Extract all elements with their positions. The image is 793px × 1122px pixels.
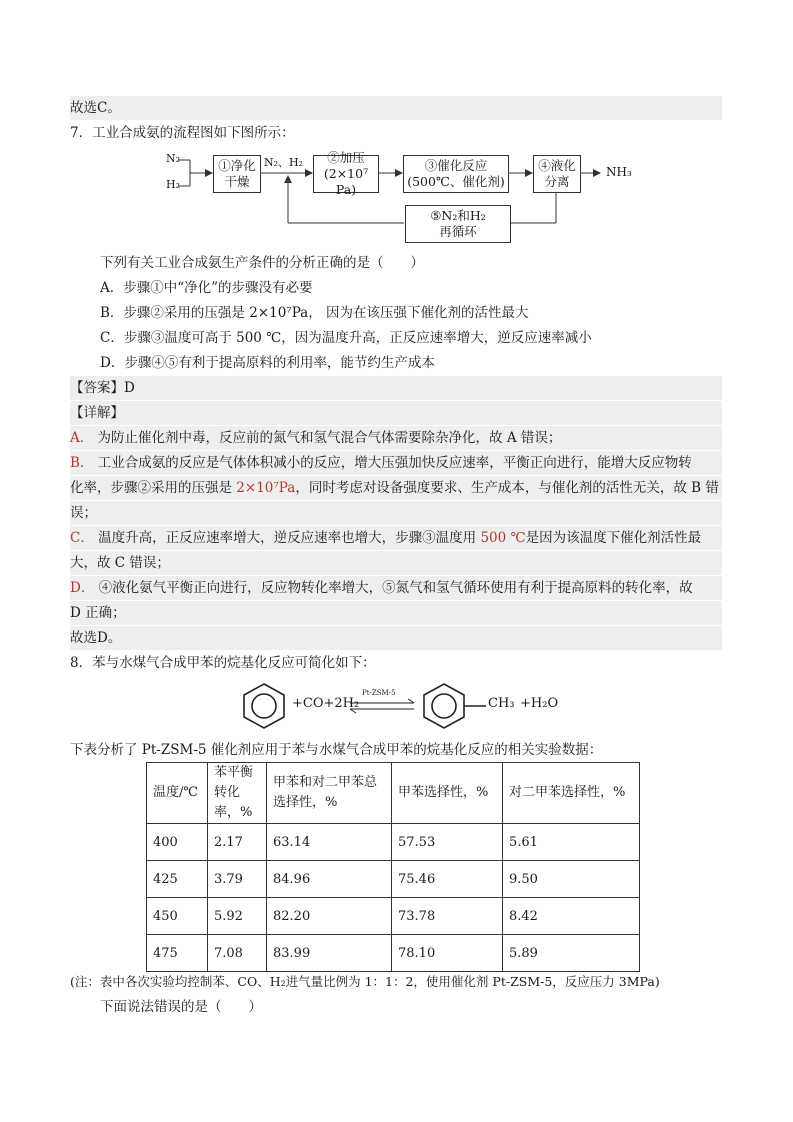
prev-answer: 故选C。 bbox=[70, 96, 722, 120]
detail-b-text2b: ，同时考虑对设备强度要求、生产成本，与催化剂的活性无关，故 B 错 bbox=[295, 480, 719, 496]
flow-box-liquefy bbox=[533, 155, 581, 193]
flow-box-catalysis-l2: (500℃、催化剂) bbox=[407, 174, 505, 189]
table-row bbox=[147, 935, 640, 972]
cell: 63.14 bbox=[267, 824, 392, 861]
cell: 475 bbox=[147, 935, 208, 972]
detail-a-tag: A． bbox=[70, 430, 94, 446]
flow-diagram bbox=[160, 148, 640, 248]
reaction-arrows bbox=[350, 699, 414, 713]
detail-a bbox=[70, 426, 722, 450]
th-total-sel: 甲苯和对二甲苯总选择性，% bbox=[267, 763, 392, 824]
benzene-ring-left bbox=[244, 684, 284, 728]
detail-b-3: 误； bbox=[70, 501, 722, 525]
detail-c-1 bbox=[70, 526, 722, 550]
reaction-structures bbox=[238, 678, 568, 734]
detail-c-tag: C． bbox=[70, 530, 94, 546]
q7-detail-label: 【详解】 bbox=[70, 401, 722, 425]
detail-d-1 bbox=[70, 576, 722, 600]
cell: 78.10 bbox=[392, 935, 503, 972]
cell: 5.92 bbox=[208, 898, 267, 935]
detail-d-text1: ④液化氨气平衡正向进行，反应物转化率增大，⑤氮气和氢气循环使用有利于提高原料的转化率，故 bbox=[94, 580, 693, 596]
flow-box-recycle-l2: 再循环 bbox=[439, 224, 477, 239]
detail-a-text: 为防止催化剂中毒，反应前的氮气和氢气混合气体需要除杂净化，故 A 错误； bbox=[93, 430, 562, 446]
detail-b-text2a: 化率，步骤②采用的压强是 bbox=[70, 480, 237, 496]
flow-box-liquefy-l1: ④液化 bbox=[538, 158, 576, 173]
cell: 57.53 bbox=[392, 824, 503, 861]
detail-c-red: 500 ℃ bbox=[480, 530, 526, 546]
flow-box-recycle bbox=[405, 205, 511, 243]
flow-box-purify-l2: 干燥 bbox=[224, 174, 250, 189]
flow-box-catalysis-l1: ③催化反应 bbox=[424, 158, 488, 173]
q7-option-b: B．步骤②采用的压强是 2×10⁷Pa， 因为在该压强下催化剂的活性最大 bbox=[100, 305, 529, 321]
flow-box-catalysis bbox=[403, 155, 509, 193]
flow-box-pressure-l1: ②加压 bbox=[327, 150, 365, 165]
detail-c-2: 大，故 C 错误； bbox=[70, 551, 722, 575]
cell: 75.46 bbox=[392, 861, 503, 898]
eq-right: +H₂O bbox=[520, 696, 559, 711]
flow-n2: N₂ bbox=[166, 152, 181, 165]
flow-box-liquefy-l2: 分离 bbox=[544, 174, 570, 189]
q7-question: 下列有关工业合成氨生产条件的分析正确的是（ ） bbox=[100, 255, 424, 271]
cell: 84.96 bbox=[267, 861, 392, 898]
eq-left: +CO+2H₂ bbox=[292, 696, 360, 711]
detail-b-red: 2×10⁷Pa bbox=[236, 480, 296, 496]
detail-b-2 bbox=[70, 476, 722, 500]
reaction-equation bbox=[238, 678, 568, 734]
th-benzene-conv: 苯平衡转化率，% bbox=[208, 763, 267, 824]
eq-catalyst: Pt-ZSM-5 bbox=[362, 689, 396, 697]
cell: 9.50 bbox=[503, 861, 640, 898]
flow-h2: H₂ bbox=[166, 178, 181, 191]
detail-d-2: D 正确； bbox=[70, 601, 722, 625]
flow-box-pressure-l2: (2×10⁷ Pa) bbox=[323, 166, 369, 197]
detail-b-tag: B． bbox=[70, 455, 94, 471]
cell: 5.89 bbox=[503, 935, 640, 972]
flow-box-recycle-l1: ⑤N₂和H₂ bbox=[430, 208, 486, 223]
flow-mid-label: N₂、H₂ bbox=[264, 156, 304, 169]
q8-table-intro: 下表分析了 Pt-ZSM-5 催化剂应用于苯与水煤气合成甲苯的烷基化反应的相关实验数据： bbox=[70, 742, 603, 758]
cell: 425 bbox=[147, 861, 208, 898]
flow-box-purify bbox=[213, 155, 261, 193]
cell: 3.79 bbox=[208, 861, 267, 898]
cell: 8.42 bbox=[503, 898, 640, 935]
flow-nh3: NH₃ bbox=[606, 165, 632, 179]
detail-c-text1b: 是因为该温度下催化剂活性最 bbox=[525, 530, 702, 546]
cell: 73.78 bbox=[392, 898, 503, 935]
detail-b-text1: 工业合成氨的反应是气体体积减小的反应，增大压强加快反应速率，平衡正向进行，能增大反应物转 bbox=[93, 455, 692, 471]
cell: 5.61 bbox=[503, 824, 640, 861]
detail-c-text1a: 温度升高，正反应速率增大，逆反应速率也增大，步骤③温度用 bbox=[93, 530, 481, 546]
flow-box-purify-l1: ①净化 bbox=[218, 158, 256, 173]
table-header-row bbox=[147, 763, 640, 824]
th-toluene-sel: 甲苯选择性，% bbox=[392, 763, 503, 824]
q7-answer: 【答案】D bbox=[70, 376, 722, 400]
detail-b-1 bbox=[70, 451, 722, 475]
cell: 82.20 bbox=[267, 898, 392, 935]
th-temp: 温度/℃ bbox=[147, 763, 208, 824]
cell: 400 bbox=[147, 824, 208, 861]
cell: 2.17 bbox=[208, 824, 267, 861]
q7-option-a: A．步骤①中“净化”的步骤没有必要 bbox=[100, 280, 313, 296]
q8-note: (注：表中各次实验均控制苯、CO、H₂进气量比例为 1：1：2，使用催化剂 Pt-ZSM-5，反应压力 3MPa) bbox=[70, 974, 660, 989]
cell: 7.08 bbox=[208, 935, 267, 972]
table-row bbox=[147, 861, 640, 898]
q7-option-c: C．步骤③温度可高于 500 ℃，因为温度升高，正反应速率增大，逆反应速率减小 bbox=[100, 330, 592, 346]
q8-question: 下面说法错误的是（ ） bbox=[100, 999, 262, 1015]
eq-ch3: CH₃ bbox=[488, 696, 515, 711]
table-row bbox=[147, 824, 640, 861]
th-pxylene-sel: 对二甲苯选择性，% bbox=[503, 763, 640, 824]
cell: 450 bbox=[147, 898, 208, 935]
data-table bbox=[146, 762, 640, 972]
cell: 83.99 bbox=[267, 935, 392, 972]
q7-stem: 7．工业合成氨的流程图如下图所示： bbox=[70, 125, 295, 141]
table-row bbox=[147, 898, 640, 935]
q7-option-d: D．步骤④⑤有利于提高原料的利用率，能节约生产成本 bbox=[100, 355, 435, 371]
q8-stem: 8．苯与水煤气合成甲苯的烷基化反应可简化如下： bbox=[70, 655, 376, 671]
flow-box-pressure bbox=[313, 150, 379, 197]
benzene-ring-right bbox=[424, 684, 486, 728]
q7-final: 故选D。 bbox=[70, 626, 722, 650]
detail-d-tag: D． bbox=[70, 580, 95, 596]
